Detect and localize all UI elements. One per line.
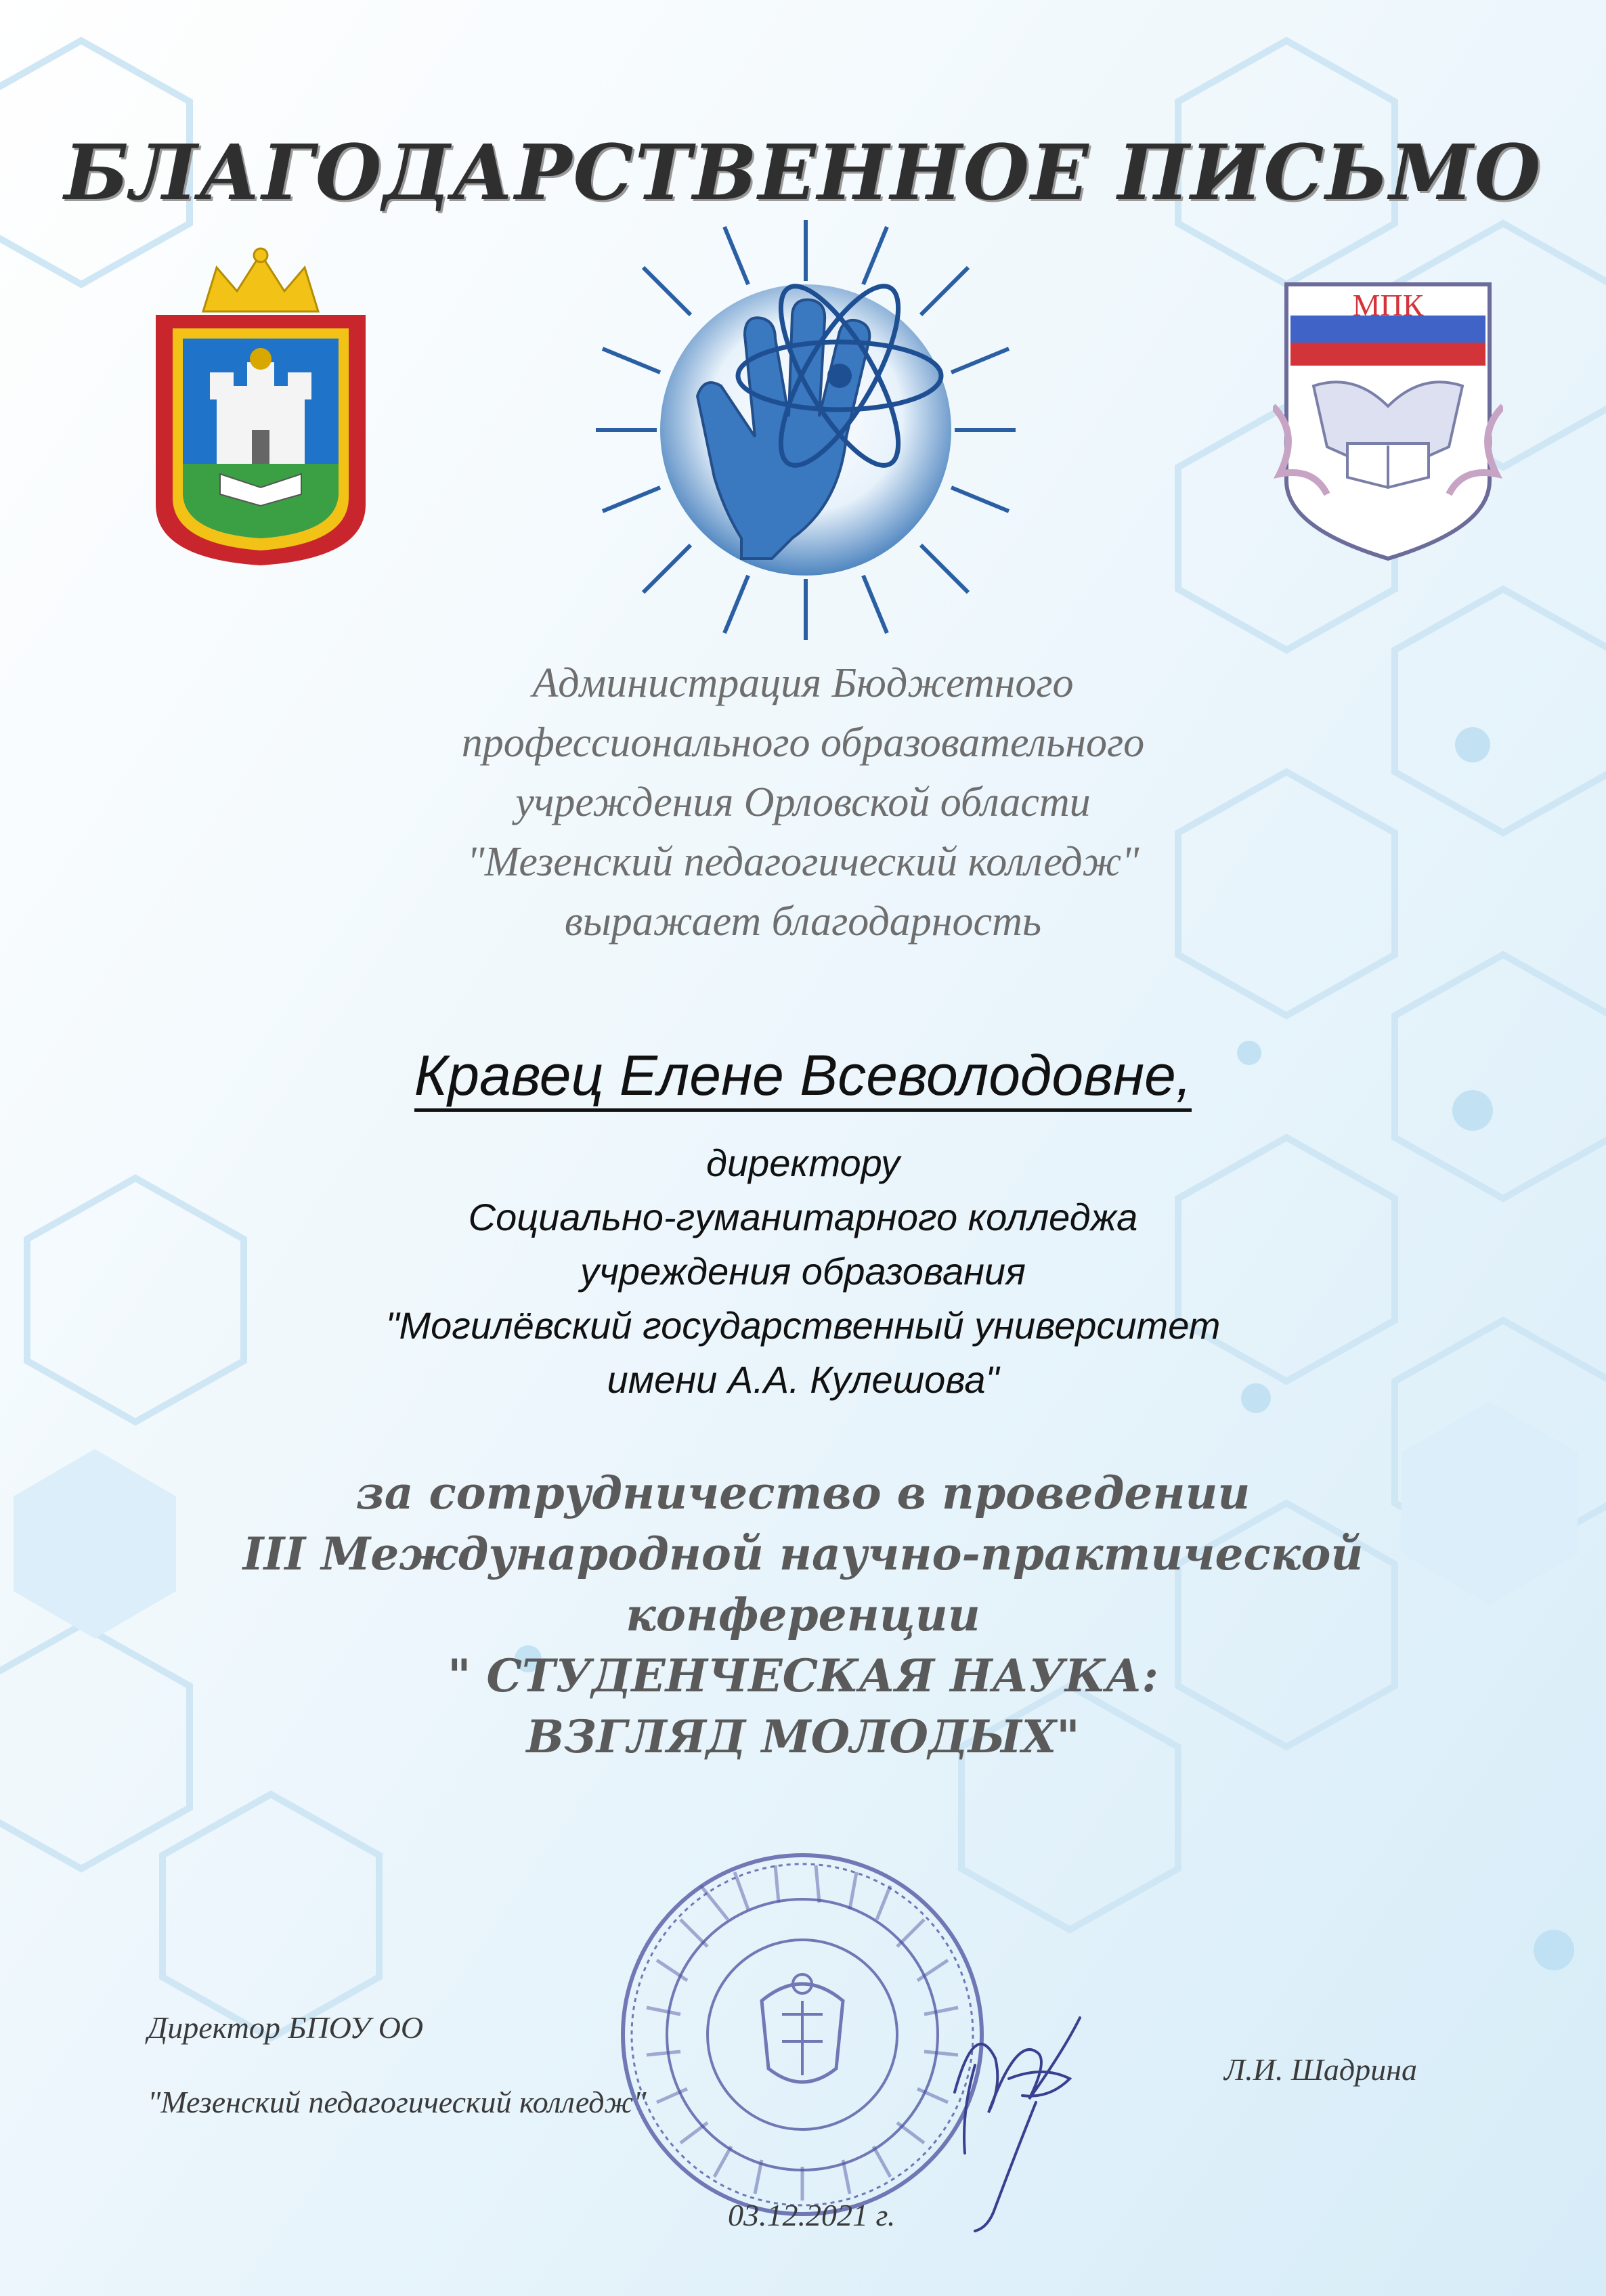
organization-line: профессионального образовательного (461, 720, 1145, 766)
issue-date: 03.12.2021 г. (728, 2198, 896, 2232)
mpk-emblem-icon (1273, 271, 1503, 562)
recipient-position (261, 1136, 1345, 1407)
reason-line: " СТУДЕНЧЕСКАЯ НАУКА: (448, 1649, 1158, 1702)
reason-line: конференции (626, 1588, 980, 1641)
organization-line: Администрация Бюджетного (532, 660, 1074, 706)
organization-line: учреждения Орловской области (515, 779, 1091, 825)
recipient-name: Кравец Елене Всеволодовне, (414, 1043, 1192, 1112)
reason-line: ВЗГЛЯД МОЛОДЫХ" (526, 1710, 1080, 1763)
organization-line: выражает благодарность (564, 898, 1042, 945)
reason-line: за сотрудничество в проведении (355, 1467, 1251, 1519)
organization-line: "Мезенский педагогический колледж" (466, 839, 1140, 885)
signatory-name: Л.И. Шадрина (1224, 2052, 1417, 2087)
signatory-title-line1: Директор БПОУ ОО (148, 2010, 424, 2045)
position-line: директору (706, 1142, 900, 1184)
position-line: учреждения образования (580, 1250, 1026, 1293)
signatory-title-line2: "Мезенский педагогический колледж" (148, 2085, 647, 2119)
handwritten-signature-icon (934, 1977, 1097, 2234)
recipient (0, 1043, 1606, 1108)
atom-hand-emblem-icon (596, 220, 1016, 640)
certificate-title: БЛАГОДАРСТВЕННОЕ ПИСЬМО (64, 129, 1542, 217)
signatory-title (148, 1991, 647, 2140)
position-line: Социально-гуманитарного колледжа (468, 1196, 1138, 1238)
gratitude-reason (160, 1463, 1446, 1767)
mpk-label: МПК (1352, 288, 1424, 322)
position-line: "Могилёвский государственный университет (385, 1304, 1221, 1347)
coat-of-arms-icon (142, 240, 379, 572)
organization-text (261, 653, 1345, 951)
position-line: имени А.А. Кулешова" (607, 1358, 999, 1401)
reason-line: III Международной научно-практической (242, 1528, 1364, 1580)
